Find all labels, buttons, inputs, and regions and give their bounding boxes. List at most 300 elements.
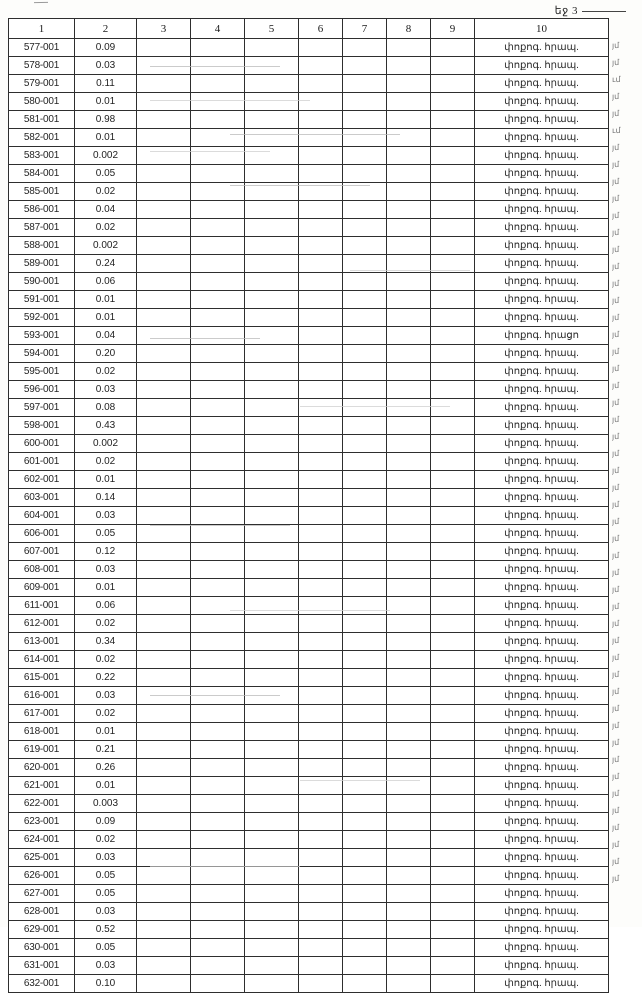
cell-empty-7 bbox=[343, 579, 387, 597]
cell-empty-9 bbox=[431, 939, 475, 957]
cell-empty-3 bbox=[137, 849, 191, 867]
edge-mark: յմ bbox=[612, 704, 620, 713]
cell-empty-9 bbox=[431, 561, 475, 579]
cell-empty-3 bbox=[137, 957, 191, 975]
cell-empty-5 bbox=[245, 723, 299, 741]
cell-empty-4 bbox=[191, 39, 245, 57]
cell-label: փոքոգ. հրապ. bbox=[475, 147, 609, 165]
cell-code: 582-001 bbox=[9, 129, 75, 147]
cell-empty-3 bbox=[137, 219, 191, 237]
cell-empty-3 bbox=[137, 507, 191, 525]
cell-empty-7 bbox=[343, 363, 387, 381]
cell-label: փոքոգ. հրապ. bbox=[475, 309, 609, 327]
cell-label: փոքոգ. հրապ. bbox=[475, 849, 609, 867]
edge-mark: յմ bbox=[612, 551, 620, 560]
cell-value: 0.002 bbox=[75, 237, 137, 255]
edge-mark: յմ bbox=[612, 840, 620, 849]
cell-empty-6 bbox=[299, 345, 343, 363]
cell-empty-5 bbox=[245, 507, 299, 525]
table-row bbox=[9, 201, 609, 219]
cell-empty-6 bbox=[299, 723, 343, 741]
cell-empty-8 bbox=[387, 219, 431, 237]
cell-empty-6 bbox=[299, 309, 343, 327]
cell-empty-5 bbox=[245, 957, 299, 975]
cell-empty-7 bbox=[343, 129, 387, 147]
table-header bbox=[9, 19, 609, 39]
edge-mark: յմ bbox=[612, 517, 620, 526]
cell-empty-6 bbox=[299, 741, 343, 759]
cell-empty-6 bbox=[299, 849, 343, 867]
table-row bbox=[9, 111, 609, 129]
cell-empty-9 bbox=[431, 327, 475, 345]
edge-mark: յմ bbox=[612, 738, 620, 747]
cell-empty-3 bbox=[137, 381, 191, 399]
cell-empty-7 bbox=[343, 291, 387, 309]
cell-value: 0.05 bbox=[75, 885, 137, 903]
table-row bbox=[9, 291, 609, 309]
cell-empty-8 bbox=[387, 381, 431, 399]
cell-value: 0.01 bbox=[75, 291, 137, 309]
cell-empty-3 bbox=[137, 255, 191, 273]
cell-empty-4 bbox=[191, 489, 245, 507]
edge-mark: յմ bbox=[612, 143, 620, 152]
cell-value: 0.22 bbox=[75, 669, 137, 687]
cell-empty-8 bbox=[387, 975, 431, 993]
cell-empty-5 bbox=[245, 831, 299, 849]
cell-empty-7 bbox=[343, 723, 387, 741]
cell-code: 580-001 bbox=[9, 93, 75, 111]
cell-empty-8 bbox=[387, 489, 431, 507]
cell-empty-3 bbox=[137, 345, 191, 363]
cell-value: 0.01 bbox=[75, 93, 137, 111]
cell-empty-8 bbox=[387, 147, 431, 165]
cell-empty-5 bbox=[245, 255, 299, 273]
cell-empty-5 bbox=[245, 165, 299, 183]
cell-empty-9 bbox=[431, 111, 475, 129]
column-header-1: 1 bbox=[9, 19, 75, 39]
cell-empty-6 bbox=[299, 615, 343, 633]
cell-empty-6 bbox=[299, 291, 343, 309]
cell-empty-6 bbox=[299, 903, 343, 921]
cell-code: 616-001 bbox=[9, 687, 75, 705]
edge-mark: յմ bbox=[612, 109, 620, 118]
cell-empty-8 bbox=[387, 849, 431, 867]
edge-mark: յմ bbox=[612, 211, 620, 220]
cell-empty-7 bbox=[343, 669, 387, 687]
cell-empty-8 bbox=[387, 237, 431, 255]
cell-empty-9 bbox=[431, 363, 475, 381]
cell-empty-7 bbox=[343, 309, 387, 327]
column-header-3: 3 bbox=[137, 19, 191, 39]
cell-empty-6 bbox=[299, 939, 343, 957]
cell-code: 594-001 bbox=[9, 345, 75, 363]
cell-empty-9 bbox=[431, 813, 475, 831]
cell-empty-7 bbox=[343, 597, 387, 615]
cell-empty-6 bbox=[299, 381, 343, 399]
cell-empty-6 bbox=[299, 219, 343, 237]
cell-empty-7 bbox=[343, 633, 387, 651]
cell-empty-9 bbox=[431, 777, 475, 795]
cell-empty-3 bbox=[137, 615, 191, 633]
table-row bbox=[9, 813, 609, 831]
cell-label: փոքոգ. հրապ. bbox=[475, 237, 609, 255]
cell-empty-9 bbox=[431, 849, 475, 867]
cell-empty-4 bbox=[191, 831, 245, 849]
edge-mark: յմ bbox=[612, 92, 620, 101]
edge-mark: յմ bbox=[612, 466, 620, 475]
cell-label: փոքոգ. հրապ. bbox=[475, 39, 609, 57]
cell-code: 628-001 bbox=[9, 903, 75, 921]
cell-empty-9 bbox=[431, 741, 475, 759]
cell-code: 627-001 bbox=[9, 885, 75, 903]
cell-empty-5 bbox=[245, 39, 299, 57]
cell-label: փոքոգ. հրապ. bbox=[475, 273, 609, 291]
cell-empty-3 bbox=[137, 273, 191, 291]
cell-empty-6 bbox=[299, 831, 343, 849]
cell-empty-7 bbox=[343, 561, 387, 579]
cell-label: փոքոգ. հրապ. bbox=[475, 255, 609, 273]
table-row bbox=[9, 237, 609, 255]
edge-mark: յմ bbox=[612, 483, 620, 492]
cell-empty-7 bbox=[343, 957, 387, 975]
cell-empty-3 bbox=[137, 471, 191, 489]
cell-empty-8 bbox=[387, 813, 431, 831]
cell-empty-3 bbox=[137, 597, 191, 615]
cell-value: 0.43 bbox=[75, 417, 137, 435]
cell-empty-6 bbox=[299, 759, 343, 777]
cell-empty-5 bbox=[245, 615, 299, 633]
cell-empty-6 bbox=[299, 75, 343, 93]
cell-empty-3 bbox=[137, 111, 191, 129]
cell-label: փոքոգ. հրապ. bbox=[475, 795, 609, 813]
cell-empty-4 bbox=[191, 777, 245, 795]
cell-label: փոքոգ. հրապ. bbox=[475, 651, 609, 669]
cell-empty-5 bbox=[245, 435, 299, 453]
page-marker-rule bbox=[582, 11, 626, 12]
cell-empty-7 bbox=[343, 759, 387, 777]
cell-value: 0.03 bbox=[75, 957, 137, 975]
cell-empty-5 bbox=[245, 885, 299, 903]
cell-empty-7 bbox=[343, 93, 387, 111]
cell-empty-6 bbox=[299, 93, 343, 111]
cell-empty-5 bbox=[245, 777, 299, 795]
cell-code: 623-001 bbox=[9, 813, 75, 831]
data-table bbox=[8, 18, 609, 993]
cell-empty-8 bbox=[387, 561, 431, 579]
cell-empty-4 bbox=[191, 363, 245, 381]
cell-empty-4 bbox=[191, 543, 245, 561]
cell-empty-9 bbox=[431, 705, 475, 723]
cell-empty-3 bbox=[137, 327, 191, 345]
scan-smudge bbox=[350, 270, 470, 271]
cell-code: 615-001 bbox=[9, 669, 75, 687]
cell-empty-8 bbox=[387, 75, 431, 93]
cell-code: 618-001 bbox=[9, 723, 75, 741]
table-row bbox=[9, 687, 609, 705]
cell-empty-7 bbox=[343, 651, 387, 669]
cell-value: 0.03 bbox=[75, 57, 137, 75]
edge-mark: յմ bbox=[612, 449, 620, 458]
cell-empty-4 bbox=[191, 579, 245, 597]
cell-value: 0.03 bbox=[75, 849, 137, 867]
cell-empty-3 bbox=[137, 75, 191, 93]
cell-empty-6 bbox=[299, 273, 343, 291]
cell-empty-7 bbox=[343, 885, 387, 903]
cell-value: 0.06 bbox=[75, 597, 137, 615]
cell-value: 0.002 bbox=[75, 147, 137, 165]
cell-code: 620-001 bbox=[9, 759, 75, 777]
table-row bbox=[9, 273, 609, 291]
cell-empty-5 bbox=[245, 273, 299, 291]
cell-empty-4 bbox=[191, 147, 245, 165]
cell-value: 0.01 bbox=[75, 777, 137, 795]
cell-empty-6 bbox=[299, 795, 343, 813]
cell-empty-8 bbox=[387, 507, 431, 525]
scan-smudge bbox=[150, 866, 300, 867]
cell-empty-6 bbox=[299, 687, 343, 705]
cell-value: 0.02 bbox=[75, 363, 137, 381]
cell-value: 0.09 bbox=[75, 813, 137, 831]
cell-empty-5 bbox=[245, 327, 299, 345]
cell-empty-7 bbox=[343, 921, 387, 939]
cell-empty-3 bbox=[137, 831, 191, 849]
cell-empty-4 bbox=[191, 237, 245, 255]
cell-code: 617-001 bbox=[9, 705, 75, 723]
cell-empty-4 bbox=[191, 273, 245, 291]
cell-label: փոքոգ. հրապ. bbox=[475, 831, 609, 849]
cell-empty-5 bbox=[245, 795, 299, 813]
cell-code: 609-001 bbox=[9, 579, 75, 597]
cell-empty-3 bbox=[137, 939, 191, 957]
cell-empty-8 bbox=[387, 885, 431, 903]
cell-empty-8 bbox=[387, 201, 431, 219]
cell-code: 583-001 bbox=[9, 147, 75, 165]
cell-empty-6 bbox=[299, 885, 343, 903]
cell-empty-9 bbox=[431, 75, 475, 93]
cell-code: 600-001 bbox=[9, 435, 75, 453]
cell-empty-7 bbox=[343, 687, 387, 705]
cell-empty-9 bbox=[431, 615, 475, 633]
table-row bbox=[9, 309, 609, 327]
table-row bbox=[9, 381, 609, 399]
cell-empty-4 bbox=[191, 165, 245, 183]
cell-value: 0.26 bbox=[75, 759, 137, 777]
cell-code: 590-001 bbox=[9, 273, 75, 291]
table-row bbox=[9, 57, 609, 75]
cell-empty-4 bbox=[191, 309, 245, 327]
edge-mark: յմ bbox=[612, 160, 620, 169]
scan-smudge bbox=[230, 134, 400, 135]
cell-empty-7 bbox=[343, 507, 387, 525]
cell-empty-5 bbox=[245, 759, 299, 777]
cell-empty-6 bbox=[299, 921, 343, 939]
cell-empty-8 bbox=[387, 309, 431, 327]
cell-empty-8 bbox=[387, 291, 431, 309]
cell-value: 0.03 bbox=[75, 507, 137, 525]
edge-mark: յմ bbox=[612, 279, 620, 288]
table-row bbox=[9, 615, 609, 633]
cell-empty-7 bbox=[343, 399, 387, 417]
cell-empty-8 bbox=[387, 795, 431, 813]
cell-empty-7 bbox=[343, 435, 387, 453]
cell-empty-3 bbox=[137, 705, 191, 723]
edge-mark: յմ bbox=[612, 245, 620, 254]
cell-value: 0.02 bbox=[75, 705, 137, 723]
cell-empty-3 bbox=[137, 399, 191, 417]
cell-empty-4 bbox=[191, 849, 245, 867]
edge-mark: յմ bbox=[612, 619, 620, 628]
table-row bbox=[9, 561, 609, 579]
table-row bbox=[9, 327, 609, 345]
cell-empty-8 bbox=[387, 363, 431, 381]
table-row bbox=[9, 975, 609, 993]
cell-value: 0.20 bbox=[75, 345, 137, 363]
table-row bbox=[9, 957, 609, 975]
cell-empty-4 bbox=[191, 867, 245, 885]
cell-empty-8 bbox=[387, 939, 431, 957]
cell-empty-5 bbox=[245, 111, 299, 129]
cell-empty-4 bbox=[191, 201, 245, 219]
cell-code: 607-001 bbox=[9, 543, 75, 561]
cell-empty-3 bbox=[137, 183, 191, 201]
cell-empty-4 bbox=[191, 651, 245, 669]
page-edge-marks bbox=[612, 37, 638, 887]
cell-empty-3 bbox=[137, 633, 191, 651]
cell-label: փոքոգ. հրապ. bbox=[475, 363, 609, 381]
cell-empty-8 bbox=[387, 831, 431, 849]
cell-label: փոքոգ. հրապ. bbox=[475, 381, 609, 399]
cell-empty-5 bbox=[245, 93, 299, 111]
cell-empty-3 bbox=[137, 147, 191, 165]
cell-code: 596-001 bbox=[9, 381, 75, 399]
column-header-9: 9 bbox=[431, 19, 475, 39]
cell-label: փոքոգ. հրապ. bbox=[475, 57, 609, 75]
edge-mark: յմ bbox=[612, 670, 620, 679]
cell-value: 0.01 bbox=[75, 471, 137, 489]
cell-empty-4 bbox=[191, 885, 245, 903]
cell-code: 632-001 bbox=[9, 975, 75, 993]
cell-code: 622-001 bbox=[9, 795, 75, 813]
table-row bbox=[9, 147, 609, 165]
edge-mark: յմ bbox=[612, 653, 620, 662]
cell-code: 589-001 bbox=[9, 255, 75, 273]
cell-empty-5 bbox=[245, 813, 299, 831]
edge-mark: յմ bbox=[612, 806, 620, 815]
cell-empty-8 bbox=[387, 165, 431, 183]
cell-empty-3 bbox=[137, 525, 191, 543]
cell-empty-6 bbox=[299, 417, 343, 435]
cell-empty-7 bbox=[343, 147, 387, 165]
cell-empty-3 bbox=[137, 489, 191, 507]
cell-empty-9 bbox=[431, 345, 475, 363]
cell-empty-4 bbox=[191, 669, 245, 687]
cell-empty-6 bbox=[299, 597, 343, 615]
cell-label: փոքոգ. հրապ. bbox=[475, 525, 609, 543]
cell-value: 0.34 bbox=[75, 633, 137, 651]
table-row bbox=[9, 597, 609, 615]
cell-empty-6 bbox=[299, 543, 343, 561]
cell-code: 626-001 bbox=[9, 867, 75, 885]
cell-empty-6 bbox=[299, 165, 343, 183]
cell-label: փոքոգ. հրացո bbox=[475, 327, 609, 345]
cell-empty-6 bbox=[299, 669, 343, 687]
cell-empty-9 bbox=[431, 885, 475, 903]
edge-mark: յմ bbox=[612, 313, 620, 322]
cell-label: փոքոգ. հրապ. bbox=[475, 759, 609, 777]
cell-empty-5 bbox=[245, 543, 299, 561]
cell-empty-7 bbox=[343, 543, 387, 561]
cell-empty-3 bbox=[137, 903, 191, 921]
cell-value: 0.21 bbox=[75, 741, 137, 759]
cell-empty-9 bbox=[431, 489, 475, 507]
scan-smudge bbox=[230, 185, 370, 186]
table-row bbox=[9, 651, 609, 669]
table-row bbox=[9, 453, 609, 471]
cell-empty-5 bbox=[245, 903, 299, 921]
cell-empty-5 bbox=[245, 363, 299, 381]
data-table-wrapper bbox=[8, 18, 608, 993]
cell-empty-7 bbox=[343, 219, 387, 237]
cell-code: 586-001 bbox=[9, 201, 75, 219]
cell-value: 0.003 bbox=[75, 795, 137, 813]
cell-empty-6 bbox=[299, 471, 343, 489]
cell-empty-6 bbox=[299, 651, 343, 669]
cell-empty-8 bbox=[387, 921, 431, 939]
cell-empty-5 bbox=[245, 201, 299, 219]
cell-value: 0.01 bbox=[75, 723, 137, 741]
cell-empty-9 bbox=[431, 687, 475, 705]
cell-empty-9 bbox=[431, 543, 475, 561]
cell-value: 0.06 bbox=[75, 273, 137, 291]
cell-empty-7 bbox=[343, 525, 387, 543]
edge-mark: յմ bbox=[612, 500, 620, 509]
cell-empty-9 bbox=[431, 579, 475, 597]
cell-empty-7 bbox=[343, 975, 387, 993]
cell-empty-8 bbox=[387, 741, 431, 759]
cell-code: 612-001 bbox=[9, 615, 75, 633]
cell-code: 579-001 bbox=[9, 75, 75, 93]
cell-empty-6 bbox=[299, 705, 343, 723]
edge-mark: յմ bbox=[612, 432, 620, 441]
cell-empty-7 bbox=[343, 111, 387, 129]
cell-label: փոքոգ. հրապ. bbox=[475, 453, 609, 471]
cell-empty-8 bbox=[387, 111, 431, 129]
column-header-6: 6 bbox=[299, 19, 343, 39]
cell-value: 0.04 bbox=[75, 327, 137, 345]
cell-empty-5 bbox=[245, 579, 299, 597]
table-row bbox=[9, 705, 609, 723]
cell-empty-4 bbox=[191, 615, 245, 633]
cell-empty-5 bbox=[245, 291, 299, 309]
edge-mark: յմ bbox=[612, 772, 620, 781]
cell-empty-5 bbox=[245, 741, 299, 759]
cell-empty-3 bbox=[137, 867, 191, 885]
cell-label: փոքոգ. հրապ. bbox=[475, 687, 609, 705]
cell-code: 631-001 bbox=[9, 957, 75, 975]
cell-empty-4 bbox=[191, 633, 245, 651]
cell-code: 584-001 bbox=[9, 165, 75, 183]
scan-smudge bbox=[150, 66, 280, 67]
cell-empty-9 bbox=[431, 831, 475, 849]
cell-empty-6 bbox=[299, 237, 343, 255]
cell-empty-8 bbox=[387, 669, 431, 687]
cell-empty-5 bbox=[245, 417, 299, 435]
cell-empty-3 bbox=[137, 651, 191, 669]
cell-empty-5 bbox=[245, 849, 299, 867]
cell-empty-3 bbox=[137, 561, 191, 579]
cell-value: 0.12 bbox=[75, 543, 137, 561]
scan-smudge bbox=[230, 610, 390, 611]
